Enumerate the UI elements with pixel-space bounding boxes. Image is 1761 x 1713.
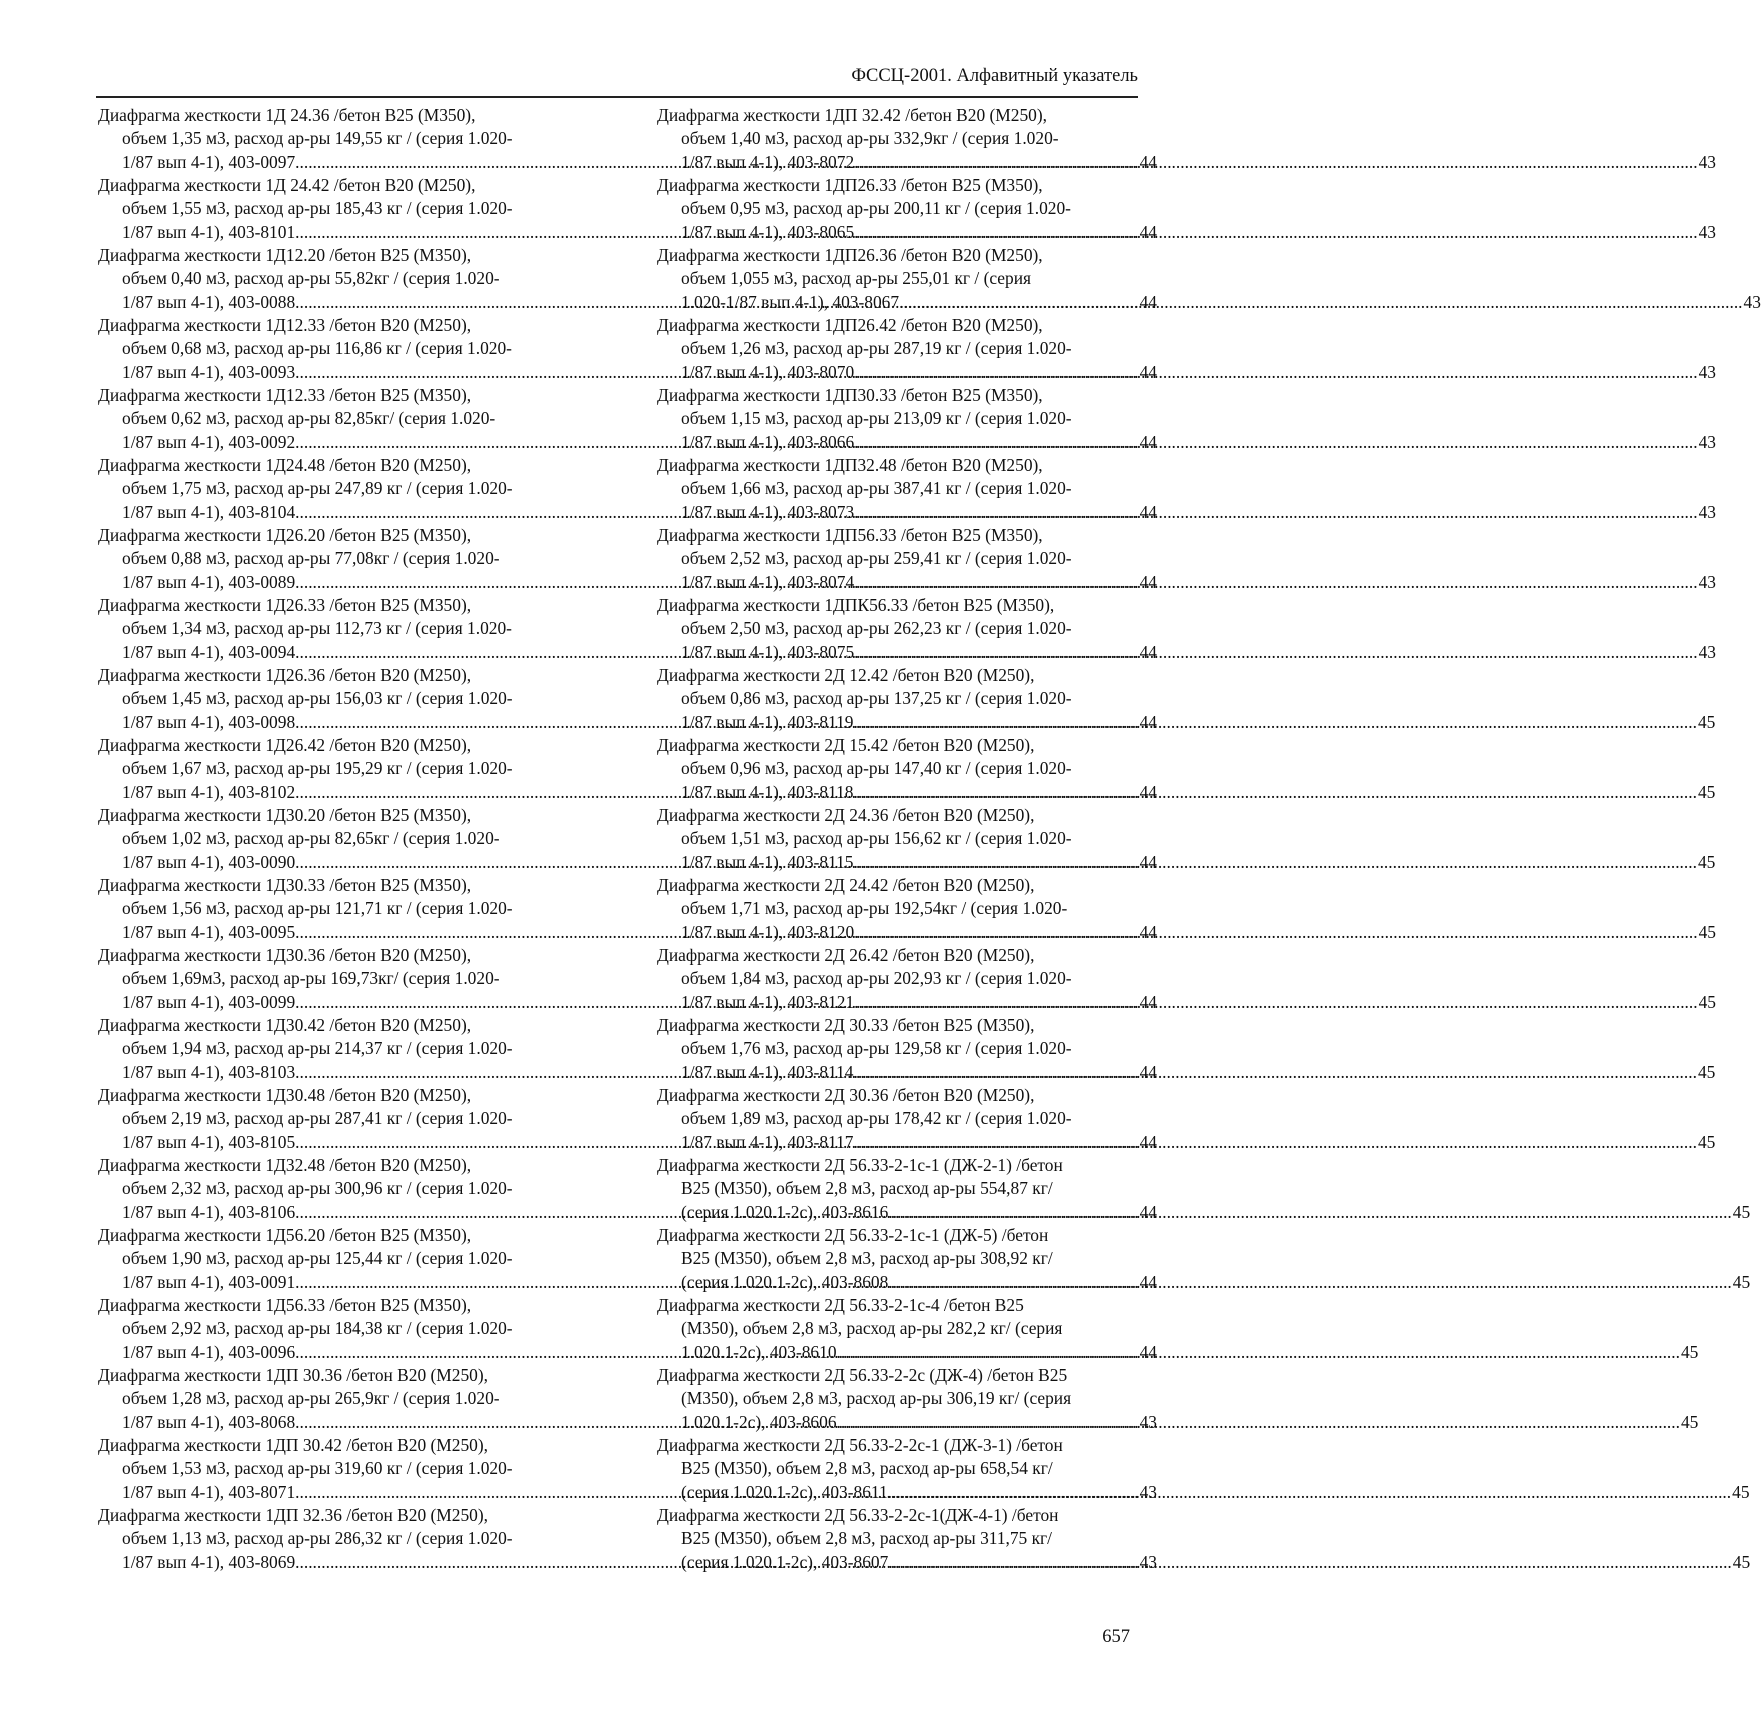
entry-page-number: 44 — [1139, 291, 1157, 312]
entry-title-line: Диафрагма жесткости 1Д30.20 /бетон В25 (М350), — [98, 805, 472, 825]
page-number: 657 — [1102, 1627, 1130, 1647]
entry-title-line: Диафрагма жесткости 1ДП 30.36 /бетон В20 (М250), — [98, 1365, 488, 1385]
entry-page-number: 45 — [1697, 1131, 1716, 1152]
entry-detail-line: объем 1,84 м3, расход ар-ры 202,93 кг / (серия 1.020- — [681, 968, 1072, 989]
entry-detail-line: объем 0,40 м3, расход ар-ры 55,82кг / (серия 1.020- — [122, 268, 500, 289]
entry-title-line: Диафрагма жесткости 2Д 56.33-2-1с-4 /бетон В25 — [657, 1295, 1024, 1315]
entry-title-line: Диафрагма жесткости 2Д 56.33-2-2с-1 (ДЖ-3-1) /бетон — [657, 1435, 1063, 1455]
entry-title-line: Диафрагма жесткости 2Д 30.36 /бетон В20 (М250), — [657, 1085, 1035, 1105]
entry-page-number: 43 — [1698, 571, 1716, 592]
entry-code: 1/87 вып 4-1), 403-8066 — [681, 431, 855, 452]
entry-detail-line: объем 1,71 м3, расход ар-ры 192,54кг / (серия 1.020- — [681, 898, 1068, 919]
entry-detail-line: объем 1,69м3, расход ар-ры 169,73кг/ (серия 1.020- — [122, 968, 500, 989]
dot-leader — [854, 432, 1697, 452]
entry-code: 1/87 вып 4-1), 403-0094 — [122, 641, 296, 662]
entry-title-line: Диафрагма жесткости 1Д12.33 /бетон В20 (М250), — [98, 315, 472, 335]
entry-page-number: 43 — [1139, 1411, 1157, 1432]
index-entry — [657, 524, 1716, 594]
entry-page-number: 45 — [1698, 921, 1716, 942]
entry-detail-line: (М350), объем 2,8 м3, расход ар-ры 306,19 кг/ (серия — [681, 1388, 1072, 1409]
dot-leader — [888, 1202, 1731, 1222]
dot-leader — [899, 292, 1742, 312]
entry-title-line: Диафрагма жесткости 1ДПК56.33 /бетон В25 (М350), — [657, 595, 1055, 615]
entry-page-number: 45 — [1732, 1201, 1751, 1222]
entry-detail-line: объем 0,62 м3, расход ар-ры 82,85кг/ (серия 1.020- — [122, 408, 496, 429]
entry-detail-line: объем 2,19 м3, расход ар-ры 287,41 кг / (серия 1.020- — [122, 1108, 513, 1129]
entry-page-number: 44 — [1139, 571, 1157, 592]
entry-page-number: 43 — [1698, 431, 1716, 452]
entry-title-line: Диафрагма жесткости 2Д 56.33-2-1с-1 (ДЖ-2-1) /бетон — [657, 1155, 1063, 1175]
entry-code: 1/87 вып 4-1), 403-8070 — [681, 361, 855, 382]
entry-code: 1/87 вып 4-1), 403-8106 — [122, 1201, 296, 1222]
running-header — [96, 64, 1138, 98]
entry-page-number: 44 — [1139, 1271, 1157, 1292]
entry-code: 1/87 вып 4-1), 403-0089 — [122, 571, 296, 592]
entry-code: 1/87 вып 4-1), 403-0097 — [122, 151, 296, 172]
dot-leader — [854, 362, 1697, 382]
entry-detail-line: объем 1,055 м3, расход ар-ры 255,01 кг / (серия — [681, 268, 1032, 289]
entry-detail-line: объем 1,94 м3, расход ар-ры 214,37 кг / (серия 1.020- — [122, 1038, 513, 1059]
entry-page-number: 44 — [1139, 501, 1157, 522]
dot-leader — [854, 852, 1697, 872]
entry-page-number: 43 — [1743, 291, 1761, 312]
entry-detail-line: объем 1,35 м3, расход ар-ры 149,55 кг / (серия 1.020- — [122, 128, 513, 149]
entry-title-line: Диафрагма жесткости 1ДП32.48 /бетон В20 (М250), — [657, 455, 1043, 475]
entry-detail-line: объем 1,89 м3, расход ар-ры 178,42 кг / (серия 1.020- — [681, 1108, 1072, 1129]
entry-title-line: Диафрагма жесткости 1Д56.20 /бетон В25 (М350), — [98, 1225, 472, 1245]
entry-title-line: Диафрагма жесткости 1Д56.33 /бетон В25 (М350), — [98, 1295, 472, 1315]
entry-page-number: 44 — [1139, 711, 1157, 732]
entry-page-number: 43 — [1698, 151, 1716, 172]
dot-leader — [837, 1412, 1680, 1432]
entry-code: 1/87 вып 4-1), 403-0091 — [122, 1271, 296, 1292]
dot-leader — [854, 1062, 1697, 1082]
dot-leader — [854, 572, 1697, 592]
entry-code: (серия 1.020.1-2с), 403-8611 — [681, 1481, 888, 1502]
entry-page-number: 44 — [1139, 991, 1157, 1012]
entry-detail-line: объем 1,67 м3, расход ар-ры 195,29 кг / (серия 1.020- — [122, 758, 513, 779]
entry-page-number: 45 — [1697, 711, 1716, 732]
entry-detail-line: объем 0,96 м3, расход ар-ры 147,40 кг / (серия 1.020- — [681, 758, 1072, 779]
entry-detail-line: объем 1,26 м3, расход ар-ры 287,19 кг / (серия 1.020- — [681, 338, 1072, 359]
entry-detail-line: объем 1,51 м3, расход ар-ры 156,62 кг / (серия 1.020- — [681, 828, 1072, 849]
entry-title-line: Диафрагма жесткости 1Д32.48 /бетон В20 (М250), — [98, 1155, 472, 1175]
entry-page-number: 44 — [1139, 361, 1157, 382]
entry-title-line: Диафрагма жесткости 1Д12.20 /бетон В25 (М350), — [98, 245, 472, 265]
entry-page-number: 43 — [1698, 361, 1716, 382]
entry-code: 1/87 вып 4-1), 403-8071 — [122, 1481, 296, 1502]
entry-code: 1/87 вып 4-1), 403-8073 — [681, 501, 855, 522]
entry-title-line: Диафрагма жесткости 2Д 24.42 /бетон В20 (М250), — [657, 875, 1035, 895]
entry-detail-line: объем 1,55 м3, расход ар-ры 185,43 кг / (серия 1.020- — [122, 198, 513, 219]
entry-title-line: Диафрагма жесткости 1ДП 30.42 /бетон В20 (М250), — [98, 1435, 488, 1455]
entry-code: 1/87 вып 4-1), 403-8102 — [122, 781, 296, 802]
entry-code: 1/87 вып 4-1), 403-8105 — [122, 1131, 296, 1152]
entry-detail-line: объем 1,53 м3, расход ар-ры 319,60 кг / (серия 1.020- — [122, 1458, 513, 1479]
entry-code: 1/87 вып 4-1), 403-8068 — [122, 1411, 296, 1432]
entry-code: (серия 1.020.1-2с), 403-8616 — [681, 1201, 889, 1222]
entry-code: 1/87 вып 4-1), 403-8065 — [681, 221, 855, 242]
entry-code: 1/87 вып 4-1), 403-8121 — [681, 991, 855, 1012]
entry-page-number: 45 — [1732, 1551, 1751, 1572]
entry-title-line: Диафрагма жесткости 1Д26.36 /бетон В20 (М250), — [98, 665, 472, 685]
entry-code: 1/87 вып 4-1), 403-8069 — [122, 1551, 296, 1572]
entry-detail-line: объем 1,13 м3, расход ар-ры 286,32 кг / (серия 1.020- — [122, 1528, 513, 1549]
entry-code: 1/87 вып 4-1), 403-8074 — [681, 571, 855, 592]
entry-title-line: Диафрагма жесткости 1Д30.48 /бетон В20 (М250), — [98, 1085, 472, 1105]
entry-title-line: Диафрагма жесткости 2Д 26.42 /бетон В20 (М250), — [657, 945, 1035, 965]
entry-title-line: Диафрагма жесткости 1ДП 32.42 /бетон В20 (М250), — [657, 105, 1047, 125]
entry-code: 1/87 вып 4-1), 403-8101 — [122, 221, 296, 242]
dot-leader — [888, 1272, 1731, 1292]
entry-title-line: Диафрагма жесткости 1Д26.33 /бетон В25 (М350), — [98, 595, 472, 615]
entry-page-number: 45 — [1697, 1061, 1716, 1082]
entry-detail-line: В25 (М350), объем 2,8 м3, расход ар-ры 311,75 кг/ — [681, 1528, 1053, 1549]
entry-code: 1/87 вып 4-1), 403-0099 — [122, 991, 296, 1012]
entry-page-number: 44 — [1139, 221, 1157, 242]
entry-page-number: 45 — [1732, 1271, 1751, 1292]
entry-detail-line: объем 1,66 м3, расход ар-ры 387,41 кг / (серия 1.020- — [681, 478, 1072, 499]
entry-title-line: Диафрагма жесткости 1Д 24.42 /бетон В20 (М250), — [98, 175, 476, 195]
entry-page-number: 44 — [1139, 1131, 1157, 1152]
entry-page-number: 45 — [1732, 1481, 1750, 1502]
entry-page-number: 45 — [1697, 851, 1716, 872]
entry-title-line: Диафрагма жесткости 1Д26.42 /бетон В20 (М250), — [98, 735, 472, 755]
entry-detail-line: объем 0,95 м3, расход ар-ры 200,11 кг / (серия 1.020- — [681, 198, 1071, 219]
entry-code: 1/87 вып 4-1), 403-0090 — [122, 851, 296, 872]
dot-leader — [837, 1342, 1680, 1362]
entry-code: 1/87 вып 4-1), 403-8117 — [681, 1131, 854, 1152]
entry-detail-line: объем 1,45 м3, расход ар-ры 156,03 кг / (серия 1.020- — [122, 688, 513, 709]
index-column-right — [657, 104, 1761, 1574]
entry-page-number: 44 — [1139, 921, 1157, 942]
entry-code: 1/87 вып 4-1), 403-0098 — [122, 711, 296, 732]
dot-leader — [888, 1482, 1731, 1502]
entry-code: 1/87 вып 4-1), 403-8103 — [122, 1061, 296, 1082]
entry-title-line: Диафрагма жесткости 1ДП30.33 /бетон В25 (М350), — [657, 385, 1043, 405]
dot-leader — [854, 782, 1697, 802]
dot-leader — [854, 222, 1697, 242]
entry-page-number: 43 — [1698, 501, 1716, 522]
entry-title-line: Диафрагма жесткости 1ДП26.42 /бетон В20 (М250), — [657, 315, 1043, 335]
entry-code: 1.020-1/87 вып 4-1), 403-8067 — [681, 291, 900, 312]
dot-leader — [854, 152, 1697, 172]
entry-code: 1/87 вып 4-1), 403-8119 — [681, 711, 854, 732]
entry-page-number: 45 — [1680, 1411, 1699, 1432]
entry-code: 1/87 вып 4-1), 403-0096 — [122, 1341, 296, 1362]
entry-code: 1/87 вып 4-1), 403-0088 — [122, 291, 296, 312]
dot-leader — [854, 502, 1697, 522]
entry-page-number: 44 — [1139, 1061, 1157, 1082]
dot-leader — [854, 1132, 1697, 1152]
entry-code: 1/87 вып 4-1), 403-0095 — [122, 921, 296, 942]
entry-title-line: Диафрагма жесткости 2Д 56.33-2-2с (ДЖ-4) /бетон В25 — [657, 1365, 1068, 1385]
entry-code: 1/87 вып 4-1), 403-8075 — [681, 641, 855, 662]
entry-detail-line: В25 (М350), объем 2,8 м3, расход ар-ры 554,87 кг/ — [681, 1178, 1053, 1199]
entry-detail-line: объем 1,34 м3, расход ар-ры 112,73 кг / (серия 1.020- — [122, 618, 512, 639]
entry-title-line: Диафрагма жесткости 1ДП26.36 /бетон В20 (М250), — [657, 245, 1043, 265]
entry-title-line: Диафрагма жесткости 1Д30.42 /бетон В20 (М250), — [98, 1015, 472, 1035]
entry-code: 1/87 вып 4-1), 403-8118 — [681, 781, 854, 802]
entry-title-line: Диафрагма жесткости 1Д 24.36 /бетон В25 (М350), — [98, 105, 476, 125]
entry-detail-line: объем 2,52 м3, расход ар-ры 259,41 кг / (серия 1.020- — [681, 548, 1072, 569]
dot-leader — [854, 712, 1697, 732]
entry-code: 1/87 вып 4-1), 403-0093 — [122, 361, 296, 382]
entry-page-number: 44 — [1139, 781, 1157, 802]
entry-code: 1/87 вып 4-1), 403-8104 — [122, 501, 296, 522]
entry-detail-line: объем 1,40 м3, расход ар-ры 332,9кг / (серия 1.020- — [681, 128, 1059, 149]
header-title: ФССЦ-2001. Алфавитный указатель — [851, 66, 1138, 86]
entry-code: (серия 1.020.1-2с), 403-8608 — [681, 1271, 889, 1292]
dot-leader — [888, 1552, 1731, 1572]
entry-detail-line: объем 1,02 м3, расход ар-ры 82,65кг / (серия 1.020- — [122, 828, 500, 849]
entry-page-number: 44 — [1139, 851, 1157, 872]
entry-detail-line: объем 1,76 м3, расход ар-ры 129,58 кг / (серия 1.020- — [681, 1038, 1072, 1059]
entry-title-line: Диафрагма жесткости 1Д24.48 /бетон В20 (М250), — [98, 455, 472, 475]
entry-title-line: Диафрагма жесткости 1Д30.33 /бетон В25 (М350), — [98, 875, 472, 895]
entry-title-line: Диафрагма жесткости 1Д12.33 /бетон В25 (М350), — [98, 385, 472, 405]
entry-page-number: 45 — [1697, 781, 1716, 802]
entry-code: 1/87 вып 4-1), 403-8114 — [681, 1061, 854, 1082]
dot-leader — [854, 922, 1697, 942]
entry-page-number: 43 — [1139, 1551, 1157, 1572]
dot-leader — [854, 642, 1697, 662]
index-entry — [657, 1014, 1716, 1084]
entry-title-line: Диафрагма жесткости 2Д 24.36 /бетон В20 (М250), — [657, 805, 1035, 825]
entry-detail-line: объем 0,68 м3, расход ар-ры 116,86 кг / (серия 1.020- — [122, 338, 512, 359]
entry-detail-line: объем 2,32 м3, расход ар-ры 300,96 кг / (серия 1.020- — [122, 1178, 513, 1199]
entry-title-line: Диафрагма жесткости 1ДП 32.36 /бетон В20 (М250), — [98, 1505, 488, 1525]
entry-title-line: Диафрагма жесткости 2Д 56.33-2-2с-1(ДЖ-4-1) /бетон — [657, 1505, 1059, 1525]
entry-page-number: 45 — [1680, 1341, 1699, 1362]
entry-title-line: Диафрагма жесткости 2Д 15.42 /бетон В20 (М250), — [657, 735, 1035, 755]
entry-title-line: Диафрагма жесткости 1ДП26.33 /бетон В25 (М350), — [657, 175, 1043, 195]
entry-page-number: 43 — [1139, 1481, 1157, 1502]
entry-page-number: 44 — [1139, 641, 1157, 662]
entry-detail-line: объем 1,90 м3, расход ар-ры 125,44 кг / (серия 1.020- — [122, 1248, 513, 1269]
entry-reference-line — [657, 1061, 1716, 1084]
entry-title-line: Диафрагма жесткости 2Д 56.33-2-1с-1 (ДЖ-5) /бетон — [657, 1225, 1049, 1245]
entry-page-number: 43 — [1698, 221, 1716, 242]
entry-detail-line: объем 1,28 м3, расход ар-ры 265,9кг / (серия 1.020- — [122, 1388, 500, 1409]
entry-page-number: 45 — [1698, 991, 1716, 1012]
index-entry — [657, 874, 1716, 944]
entry-title-line: Диафрагма жесткости 2Д 12.42 /бетон В20 (М250), — [657, 665, 1035, 685]
entry-detail-line: объем 0,86 м3, расход ар-ры 137,25 кг / (серия 1.020- — [681, 688, 1072, 709]
entry-detail-line: объем 1,75 м3, расход ар-ры 247,89 кг / (серия 1.020- — [122, 478, 513, 499]
entry-code: (серия 1.020.1-2с), 403-8607 — [681, 1551, 889, 1572]
entry-detail-line: объем 1,15 м3, расход ар-ры 213,09 кг / (серия 1.020- — [681, 408, 1072, 429]
entry-page-number: 44 — [1139, 1341, 1157, 1362]
entry-page-number: 44 — [1139, 151, 1157, 172]
entry-title-line: Диафрагма жесткости 1ДП56.33 /бетон В25 (М350), — [657, 525, 1043, 545]
entry-title-line: Диафрагма жесткости 1Д30.36 /бетон В20 (М250), — [98, 945, 472, 965]
entry-code: 1.020.1-2с), 403-8606 — [681, 1411, 837, 1432]
entry-code: 1/87 вып 4-1), 403-8115 — [681, 851, 854, 872]
entry-detail-line: объем 2,50 м3, расход ар-ры 262,23 кг / (серия 1.020- — [681, 618, 1072, 639]
entry-reference-line — [657, 571, 1716, 594]
entry-page-number: 44 — [1139, 1201, 1157, 1222]
entry-detail-line: объем 1,56 м3, расход ар-ры 121,71 кг / (серия 1.020- — [122, 898, 513, 919]
entry-code: 1/87 вып 4-1), 403-8120 — [681, 921, 855, 942]
entry-code: 1.020.1-2с), 403-8610 — [681, 1341, 837, 1362]
entry-detail-line: (М350), объем 2,8 м3, расход ар-ры 282,2 кг/ (серия — [681, 1318, 1063, 1339]
entry-detail-line: В25 (М350), объем 2,8 м3, расход ар-ры 658,54 кг/ — [681, 1458, 1053, 1479]
entry-page-number: 43 — [1698, 641, 1716, 662]
entry-detail-line: объем 2,92 м3, расход ар-ры 184,38 кг / (серия 1.020- — [122, 1318, 513, 1339]
entry-detail-line: объем 0,88 м3, расход ар-ры 77,08кг / (серия 1.020- — [122, 548, 500, 569]
entry-code: 1/87 вып 4-1), 403-0092 — [122, 431, 296, 452]
entry-page-number: 44 — [1139, 431, 1157, 452]
entry-title-line: Диафрагма жесткости 2Д 30.33 /бетон В25 (М350), — [657, 1015, 1035, 1035]
entry-title-line: Диафрагма жесткости 1Д26.20 /бетон В25 (М350), — [98, 525, 472, 545]
entry-detail-line: В25 (М350), объем 2,8 м3, расход ар-ры 308,92 кг/ — [681, 1248, 1053, 1269]
entry-code: 1/87 вып 4-1), 403-8072 — [681, 151, 855, 172]
dot-leader — [854, 992, 1697, 1012]
